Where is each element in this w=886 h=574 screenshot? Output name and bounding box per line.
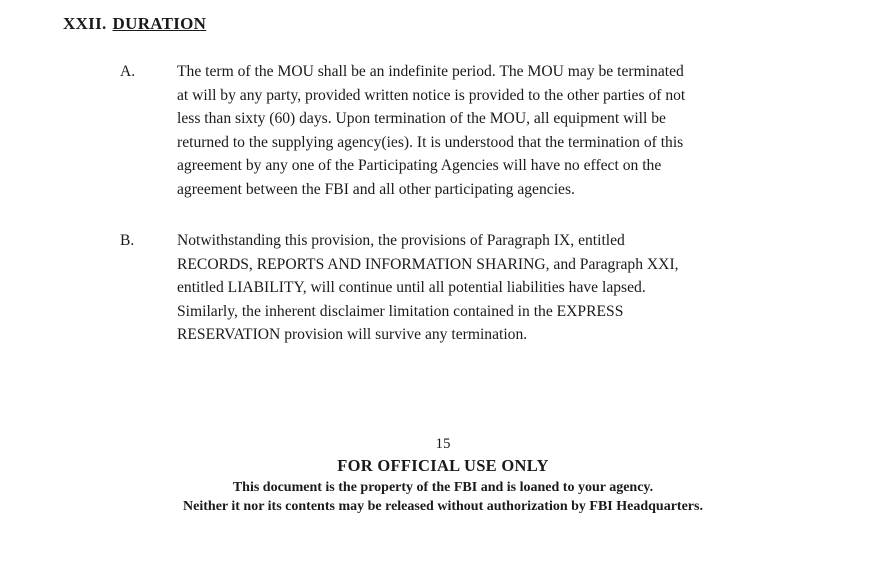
release-notice: Neither it nor its contents may be released without authorization by FBI Headquarters. (183, 499, 703, 514)
paragraph-line: The term of the MOU shall be an indefinite period. The MOU may be terminated (177, 63, 684, 80)
paragraph-line: Similarly, the inherent disclaimer limitation contained in the EXPRESS (177, 302, 624, 320)
paragraph-line: less than sixty (60) days. Upon termination of the MOU, all equipment will be (177, 110, 666, 128)
paragraph-body (177, 60, 817, 202)
paragraph-line: agreement between the FBI and all other participating agencies. (177, 180, 575, 198)
paragraph-label: A. (120, 63, 136, 80)
paragraph-line: RESERVATION provision will survive any termination. (177, 326, 528, 344)
section-title: DURATION (112, 14, 207, 33)
paragraph-line: agreement by any one of the Participating Agencies will have no effect on the (177, 157, 662, 175)
section-heading (63, 14, 206, 34)
paragraph-line: at will by any party, provided written notice is provided to the other parties of not (177, 86, 686, 104)
page-number: 15 (435, 436, 451, 452)
paragraph-body (177, 229, 817, 347)
property-notice: This document is the property of the FBI and is loaned to your agency. (232, 480, 654, 495)
section-number: XXII. (63, 14, 107, 33)
paragraph-line: returned to the supplying agency(ies). It is understood that the termination of this (177, 133, 684, 151)
paragraph-line: entitled LIABILITY, will continue until all potential liabilities have lapsed. (177, 279, 646, 297)
classification-banner: FOR OFFICIAL USE ONLY (337, 456, 549, 475)
paragraph-line: Notwithstanding this provision, the provisions of Paragraph IX, entitled (177, 232, 625, 249)
paragraph-line: RECORDS, REPORTS AND INFORMATION SHARING, and Paragraph XXI, (177, 255, 679, 273)
paragraph-label: B. (120, 232, 135, 249)
